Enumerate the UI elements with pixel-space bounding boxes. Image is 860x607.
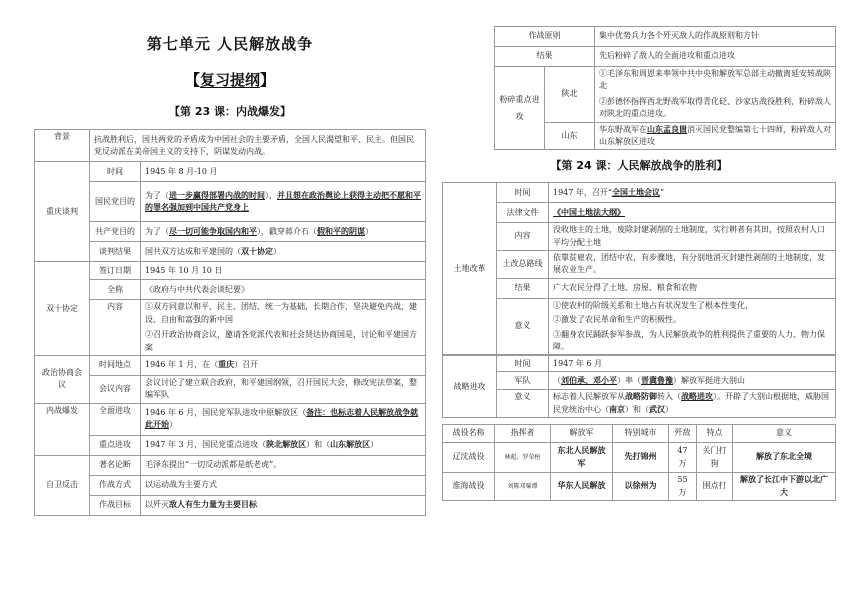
full-name-value: 《政府与中共代表会谈纪要》	[141, 280, 426, 300]
battle-name: 辽沈战役	[443, 443, 495, 473]
sign-date-value: 1945 年 10 月 10 日	[141, 262, 426, 280]
combat-method-value: 以运动战为主要方式	[141, 475, 426, 495]
land-reform-label: 土地改革	[443, 183, 497, 355]
chongqing-label: 重庆谈判	[35, 162, 90, 262]
header-cell: 解放军	[551, 425, 613, 443]
time-label: 时间	[497, 183, 549, 203]
gcd-purpose-label: 共产党目的	[90, 222, 141, 242]
table-row	[35, 495, 426, 515]
talks-result-value: 国共双方达成和平建国的（双十协定）	[141, 242, 426, 262]
table-row	[495, 47, 836, 67]
battles-header-row	[443, 425, 836, 443]
header-cell: 特别城市	[613, 425, 669, 443]
meaning-label: 意义	[497, 298, 549, 355]
gmd-purpose-label: 国民党目的	[90, 182, 141, 222]
result-label: 结果	[497, 278, 549, 298]
table-row	[443, 372, 836, 390]
principle-value: 集中优势兵力各个歼灭敌人的作战原则和方针	[595, 27, 836, 47]
thesis-value: 毛泽东提出“一切反动派都是纸老虎”。	[141, 455, 426, 475]
battle-city: 以徐州为	[613, 473, 669, 501]
content-value: 没收地主的土地，废除封建剥削的土地制度，实行耕者有其田，按照农村人口平均分配土地	[549, 223, 836, 251]
table-row	[443, 356, 836, 372]
law-label: 法律文件	[497, 203, 549, 223]
full-name-label: 全称	[90, 280, 141, 300]
talks-result-label: 谈判结果	[90, 242, 141, 262]
header-cell: 特点	[697, 425, 733, 443]
battle-name: 淮海战役	[443, 473, 495, 501]
table-row	[443, 278, 836, 298]
table-row	[35, 162, 426, 182]
table-row	[495, 122, 836, 150]
table-row	[443, 251, 836, 279]
full-attack-value: 1946 年 6 月，国民党军队进攻中原解放区（备注：也标志着人民解放战争就此开始）	[141, 403, 426, 435]
outline-title: 【复习提纲】	[184, 70, 276, 89]
lesson24-title: 【第 24 课：人民解放战争的胜利】	[550, 159, 728, 173]
land-reform-table	[442, 182, 836, 355]
law-value: 《中国土地法大纲》	[549, 203, 836, 223]
shaanbei-item: ②彭德怀指挥西北野战军取得青化砭、沙家店战役胜利，粉碎敌人对陕北的重点进攻。	[599, 96, 831, 119]
time-label: 时间	[90, 162, 141, 182]
content-label: 内容	[497, 223, 549, 251]
key-attack-label: 重点进攻	[90, 435, 141, 455]
table-row	[35, 475, 426, 495]
gcd-purpose-value: 为了（尽一切可能争取国内和平），戳穿蒋介石（假和平的阴谋）	[141, 222, 426, 242]
table-row	[35, 222, 426, 242]
header-cell: 战役名称	[443, 425, 495, 443]
battle-army: 东北人民解放军	[551, 443, 613, 473]
content-item: ②召开政治协商会议，邀请各党派代表和社会贤达协商国是，讨论和平建国方案	[145, 330, 417, 352]
zhengxie-label: 政治协商会议	[35, 356, 90, 404]
background-label: 背景	[35, 130, 90, 162]
lesson23-table	[34, 129, 426, 515]
battle-commander: 刘陈邓粟谭	[495, 473, 551, 501]
table-row	[35, 280, 426, 300]
battle-kill: 55 万	[669, 473, 697, 501]
route-label: 土改总路线	[497, 251, 549, 279]
meaning-value: 标志着人民解放军从战略防御转入（战略进攻）。开辟了大别山根据地，威胁国民党统治中心（南京）和（武汉）	[549, 390, 836, 418]
result-value: 先后粉碎了敌人的全面进攻和重点进攻	[595, 47, 836, 67]
crush-label: 粉碎重点进攻	[495, 67, 545, 150]
time-value: 1945 年 8 月-10 月	[141, 162, 426, 182]
thesis-label: 著名论断	[90, 455, 141, 475]
meeting-content-label: 会议内容	[90, 376, 141, 404]
battle-army: 华东人民解放	[551, 473, 613, 501]
unit-title: 第七单元 人民解放战争	[146, 35, 314, 53]
battle-commander: 林彪、罗荣桓	[495, 443, 551, 473]
battle-feature: 围点打	[697, 473, 733, 501]
strategic-table	[442, 355, 836, 418]
time-place-value: 1946 年 1 月，在（重庆）召开	[141, 356, 426, 376]
meaning-value	[549, 298, 836, 355]
combat-goal-label: 作战目标	[90, 495, 141, 515]
sign-date-label: 签订日期	[90, 262, 141, 280]
table-row	[35, 242, 426, 262]
table-row	[443, 183, 836, 203]
result-label: 结果	[495, 47, 595, 67]
key-attack-value: 1947 年 3 月，国民党重点进攻（陕北解放区）和（山东解放区）	[141, 435, 426, 455]
table-row	[35, 300, 426, 356]
meeting-content-value: 会议讨论了建立联合政府，和平建国纲领，召开国民大会，修改宪法草案，整编军队	[141, 376, 426, 404]
time-label: 时间	[497, 356, 549, 372]
table-row	[495, 27, 836, 47]
combat-method-label: 作战方式	[90, 475, 141, 495]
table-row	[35, 435, 426, 455]
battle-meaning: 解放了长江中下游以北广大	[733, 473, 836, 501]
left-column	[34, 0, 426, 516]
principle-label: 作战原则	[495, 27, 595, 47]
background-text: 抗战胜利后，国共两党的矛盾成为中国社会的主要矛盾，全国人民渴望和平、民主。但国民党反动派在美帝国主义的支持下，阴谋发动内战。	[90, 130, 426, 162]
battle-feature: 关门打狗	[697, 443, 733, 473]
header-cell: 意义	[733, 425, 836, 443]
route-value: 依靠贫雇农，团结中农，有步骤地，有分别地消灭封建性剥削的土地制度，发展农业生产。	[549, 251, 836, 279]
meaning-item: ①使农村的阶级关系和土地占有状况发生了根本性变化，	[553, 300, 753, 310]
header-cell: 歼敌	[669, 425, 697, 443]
strategic-label: 战略进攻	[443, 356, 497, 418]
shandong-value: 华东野战军在山东孟良崮消灭国民党整编第七十四师，粉碎敌人对山东解放区进攻	[595, 122, 836, 150]
right-top-table	[494, 26, 836, 150]
battle-kill: 47 万	[669, 443, 697, 473]
battle-meaning: 解放了东北全境	[733, 443, 836, 473]
meaning-item: ②激发了农民革命和生产的积极性。	[553, 315, 681, 325]
table-row	[495, 67, 836, 123]
table-row	[35, 356, 426, 376]
right-column	[442, 0, 836, 501]
result-value: 广大农民分得了土地、房屋、粮食和农物	[549, 278, 836, 298]
battle-row	[443, 443, 836, 473]
army-label: 军队	[497, 372, 549, 390]
time-place-label: 时间地点	[90, 356, 141, 376]
content-value	[141, 300, 426, 356]
battle-city: 先打锦州	[613, 443, 669, 473]
table-row	[35, 262, 426, 280]
gmd-purpose-value: 为了（进一步赢得部署内战的时间），并且想在政治舆论上获得主动把不愿和平的罪名强加到中国共产党身上	[141, 182, 426, 222]
shaanbei-value	[595, 67, 836, 123]
ziwei-label: 自卫反击	[35, 455, 90, 515]
table-row	[35, 403, 426, 435]
table-row	[443, 223, 836, 251]
table-row	[443, 298, 836, 355]
content-item: ①双方同意以和平、民主、团结、统一为基础，长期合作，坚决避免内战，建设、自由和富强的新中国	[145, 302, 417, 324]
table-row	[35, 455, 426, 475]
table-row	[35, 130, 426, 162]
time-value: 1947 年，召开“全国土地会议”	[549, 183, 836, 203]
shaanbei-item: ①毛泽东和周恩来率领中共中央和解放军总部主动撤离延安转战陕北	[599, 69, 831, 91]
header-cell: 指挥者	[495, 425, 551, 443]
content-label: 内容	[90, 300, 141, 356]
combat-goal-value: 以歼灭敌人有生力量为主要目标	[141, 495, 426, 515]
meaning-label: 意义	[497, 390, 549, 418]
battle-row	[443, 473, 836, 501]
table-row	[35, 376, 426, 404]
battles-table	[442, 424, 836, 501]
shuangshi-label: 双十协定	[35, 262, 90, 356]
neizhan-label: 内战爆发	[35, 403, 90, 455]
table-row	[443, 390, 836, 418]
full-attack-label: 全面进攻	[90, 403, 141, 435]
time-value: 1947 年 6 月	[549, 356, 836, 372]
shandong-label: 山东	[545, 122, 595, 150]
table-row	[443, 203, 836, 223]
table-row	[35, 182, 426, 222]
meaning-item: ③翻身农民踊跃参军参战，为人民解放战争的胜利提供了重要的人力、物力保障。	[553, 329, 825, 352]
lesson23-title: 【第 23 课：内战爆发】	[169, 104, 291, 118]
shaanbei-label: 陕北	[545, 67, 595, 123]
army-value: （刘伯承、邓小平）率（晋冀鲁豫）解放军挺进大别山	[549, 372, 836, 390]
